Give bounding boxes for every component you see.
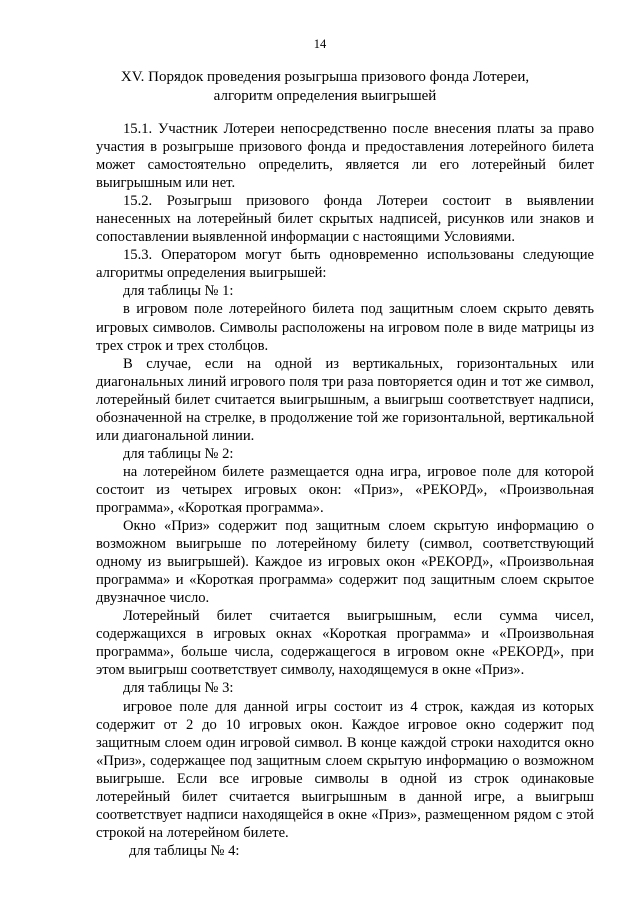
table-1-label: для таблицы № 1:: [123, 283, 234, 300]
paragraph-15-2: 15.2. Розыгрыш призового фонда Лотереи состоит в выявлении нанесенных на лотерейный билет скрытых надписей, рисунков или знаков и сопоставлении выявленной информации с настоящими Условиями.: [96, 193, 594, 246]
table-1-winning-rule: В случае, если на одной из вертикальных, горизонтальных или диагональных линий игрового поля три раза повторяется один и тот же символ, лотерейный билет считается выигрышным, а выигрыш соответствует надписи, обозначенной на стрелке, в продолжение той же горизонтальной, вертикальной или диагональной линии.: [96, 355, 594, 444]
table-3-label: для таблицы № 3:: [123, 680, 234, 697]
table-2-prize-window: Окно «Приз» содержит под защитным слоем скрытую информацию о возможном выигрыше по лотерейному билету (символ, соответствующий одному из выигрышей). Каждое из игровых окон «РЕКОРД», «Произвольная программа» и «Короткая программа» содержит под защитным слоем скрытое двузначное число.: [96, 518, 594, 607]
page-number: 14: [313, 37, 327, 51]
section-title-line-2: алгоритм определения выигрышей: [213, 87, 437, 104]
paragraph-15-1: 15.1. Участник Лотереи непосредственно после внесения платы за право участия в розыгрыше призового фонда и предоставления лотерейного билета может самостоятельно определить, является ли его лотерейный билет выигрышным или нет.: [96, 121, 594, 192]
body-text: [96, 120, 594, 860]
table-2-description: на лотерейном билете размещается одна игра, игровое поле для которой состоит из четырех игровых окон: «Приз», «РЕКОРД», «Произвольная программа», «Короткая программа».: [96, 463, 594, 516]
section-title: [90, 68, 560, 105]
table-3-description: игровое поле для данной игры состоит из 4 строк, каждая из которых содержит от 2 до 10 игровых окон. Каждое игровое окно содержит под защитным слоем один игровой символ. В конце каждой строки находится окно «Приз», содержащее под защитным слоем скрытую информацию о возможном выигрыше. Если все игровые символы в одной из строк одинаковые лотерейный билет считается выигрышным в данной игре, а выигрыш соответствует надписи находящейся в окне «Приз», размещенном рядом с этой строкой на лотерейном билете.: [96, 698, 594, 841]
paragraph-15-3: 15.3. Оператором могут быть одновременно использованы следующие алгоритмы определения выигрышей:: [96, 247, 594, 282]
table-2-label: для таблицы № 2:: [123, 445, 234, 462]
section-title-line-1: XV. Порядок проведения розыгрыша призового фонда Лотереи,: [120, 69, 530, 85]
table-4-label: для таблицы № 4:: [129, 842, 240, 859]
table-2-winning-rule: Лотерейный билет считается выигрышным, если сумма чисел, содержащихся в игровых окнах «Короткая программа» и «Произвольная программа», больше числа, содержащегося в игровом окне «РЕКОРД», при этом выигрыш соответствует символу, находящемуся в окне «Приз».: [96, 608, 594, 679]
table-1-description: в игровом поле лотерейного билета под защитным слоем скрыто девять игровых символов. Символы расположены на игровом поле в виде матрицы из трех строк и трех столбцов.: [96, 301, 594, 354]
